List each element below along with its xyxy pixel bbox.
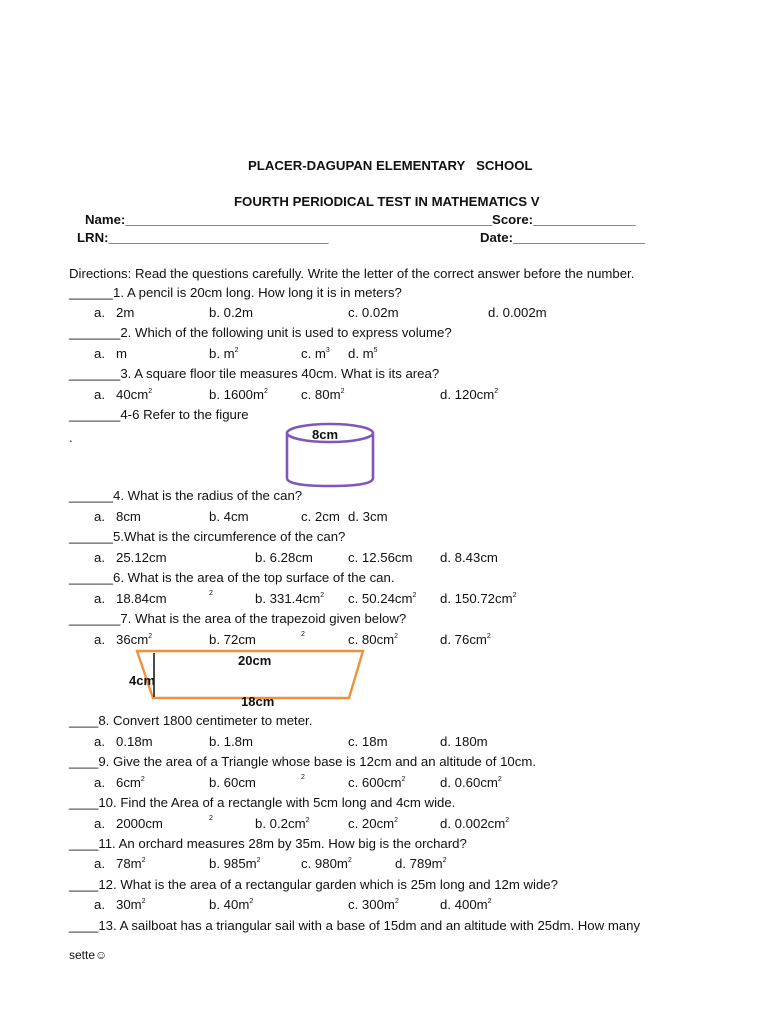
question-8-stem: ____8. Convert 1800 centimeter to meter.	[69, 713, 313, 728]
question-1-stem: ______1. A pencil is 20cm long. How long it is in meters?	[69, 285, 402, 300]
q5-option-d: d. 8.43cm	[440, 550, 498, 565]
q6-stray-superscript: 2	[209, 590, 213, 597]
question-11-stem: ____11. An orchard measures 28m by 35m. How big is the orchard?	[69, 836, 467, 851]
q11-option-d: d. $789m^2$	[395, 856, 447, 871]
q1-option-d: d. 0.002m	[488, 305, 547, 320]
trapezoid-bottom-label: 18cm	[241, 694, 275, 709]
figure-reference-stem: _______4-6 Refer to the figure	[69, 407, 249, 422]
q4-option-c: c. 2cm	[301, 509, 340, 524]
q3-option-a: a. $40cm^2$	[94, 387, 153, 402]
question-9-stem: ____9. Give the area of a Triangle whose base is 12cm and an altitude of 10cm.	[69, 754, 536, 769]
q2-option-a: a. m	[94, 346, 127, 361]
q11-option-b: b. $985m^2$	[209, 856, 261, 871]
q10-option-d: d. $0.002cm^2$	[440, 816, 510, 831]
q9-option-c: c. $600cm^2$	[348, 775, 406, 790]
q9-option-a: a. $6cm^2$	[94, 775, 145, 790]
q2-option-d: d. $m^5$	[348, 346, 378, 361]
q6-option-a: a. 18.84cm	[94, 591, 167, 606]
q1-option-a: a. 2m	[94, 305, 135, 320]
q8-option-d: d. 180m	[440, 734, 488, 749]
q1-option-b: b. 0.2m	[209, 305, 253, 320]
q4-option-d: d. 3cm	[348, 509, 388, 524]
q4-option-a: a. 8cm	[94, 509, 141, 524]
q10-option-c: c. $20cm^2$	[348, 816, 399, 831]
q3-option-b: b. $1600m^2$	[209, 387, 268, 402]
question-12-stem: ____12. What is the area of a rectangular garden which is 25m long and 12m wide?	[69, 877, 558, 892]
q6-option-b: b. $331.4cm^2$	[255, 591, 325, 606]
school-name: PLACER-DAGUPAN ELEMENTARY SCHOOL	[248, 158, 533, 173]
q9-option-d: d. $0.60cm^2$	[440, 775, 502, 790]
q12-option-a: a. $30m^2$	[94, 897, 146, 912]
q3-option-d: d. $120cm^2$	[440, 387, 499, 402]
q8-option-b: b. 1.8m	[209, 734, 253, 749]
test-title: FOURTH PERIODICAL TEST IN MATHEMATICS V	[234, 194, 540, 209]
q8-option-c: c. 18m	[348, 734, 388, 749]
name-score-line: Name:__________________________________________________Score:______________	[85, 212, 636, 227]
q7-option-b: b. 72cm	[209, 632, 256, 647]
trapezoid-height-label: 4cm	[129, 673, 156, 688]
question-4-stem: ______4. What is the radius of the can?	[69, 488, 303, 503]
stray-dot: .	[69, 430, 73, 445]
q7-option-c: c. $80cm^2$	[348, 632, 399, 647]
q10-option-a: a. 2000cm	[94, 816, 163, 831]
q1-option-c: c. 0.02m	[348, 305, 399, 320]
q2-option-c: c. $m^3$	[301, 346, 330, 361]
q5-option-b: b. 6.28cm	[255, 550, 313, 565]
q3-option-c: c. $80m^2$	[301, 387, 345, 402]
question-7-stem: _______7. What is the area of the trapezoid given below?	[69, 611, 407, 626]
q4-option-b: b. 4cm	[209, 509, 249, 524]
trapezoid-top-label: 20cm	[238, 653, 272, 668]
directions: Directions: Read the questions carefully. Write the letter of the correct answer before the number.	[69, 266, 635, 281]
q7-stray-superscript: 2	[301, 631, 305, 638]
q7-option-d: d. $76cm^2$	[440, 632, 491, 647]
question-13-stem: ____13. A sailboat has a triangular sail with a base of 15dm and an altitude with 25dm. How many	[69, 918, 641, 933]
question-5-stem: ______5.What is the circumference of the can?	[69, 529, 346, 544]
q5-option-a: a. 25.12cm	[94, 550, 167, 565]
q6-option-c: c. $50.24cm^2$	[348, 591, 417, 606]
lrn-line: LRN:______________________________	[77, 230, 329, 245]
question-3-stem: _______3. A square floor tile measures 40cm. What is its area?	[69, 366, 440, 381]
q10-option-b: b. $0.2cm^2$	[255, 816, 310, 831]
footer-author: sette☺	[69, 948, 108, 962]
q12-option-b: b. $40m^2$	[209, 897, 254, 912]
question-2-stem: _______2. Which of the following unit is used to express volume?	[69, 325, 452, 340]
q12-option-d: d. $400m^2$	[440, 897, 492, 912]
q5-option-c: c. 12.56cm	[348, 550, 413, 565]
q11-option-a: a. $78m^2$	[94, 856, 146, 871]
q9-option-b: b. 60cm	[209, 775, 256, 790]
q9-stray-superscript: 2	[301, 774, 305, 781]
date-line: Date:__________________	[480, 230, 645, 245]
q7-option-a: a. $36cm^2$	[94, 632, 153, 647]
question-10-stem: ____10. Find the Area of a rectangle with 5cm long and 4cm wide.	[69, 795, 456, 810]
q10-stray-superscript: 2	[209, 815, 213, 822]
question-6-stem: ______6. What is the area of the top surface of the can.	[69, 570, 395, 585]
can-diameter-label: 8cm	[312, 427, 339, 442]
q8-option-a: a. 0.18m	[94, 734, 153, 749]
q11-option-c: c. $980m^2$	[301, 856, 352, 871]
q12-option-c: c. $300m^2$	[348, 897, 399, 912]
q2-option-b: b. $m^2$	[209, 346, 239, 361]
q6-option-d: d. $150.72cm^2$	[440, 591, 517, 606]
